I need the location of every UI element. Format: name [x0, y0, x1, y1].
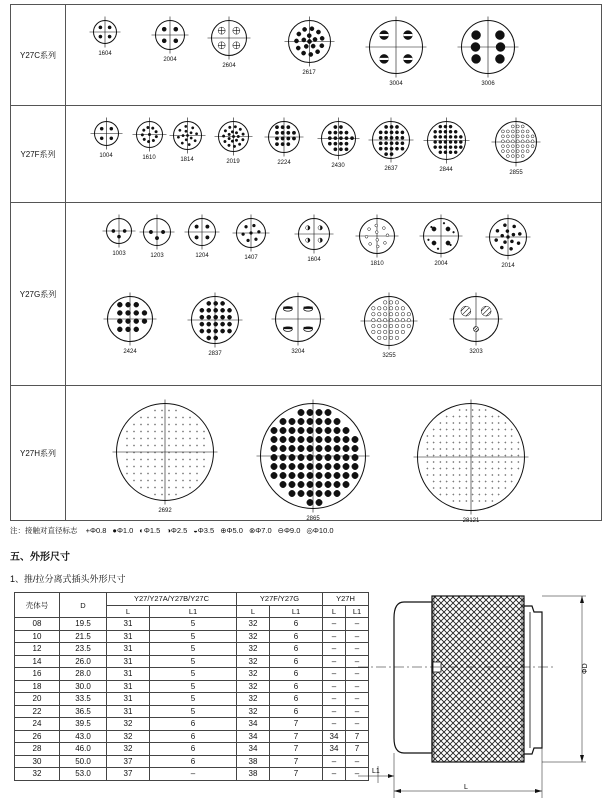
connector-face-icon	[184, 291, 246, 349]
contact-symbol-icon: ◒	[193, 526, 198, 535]
sub-title: 1、推/拉分离式插头外形尺寸	[10, 574, 126, 584]
table-cell: 43.0	[60, 730, 107, 743]
contact-symbol-icon: ●	[112, 526, 117, 535]
connector-code: 3203	[469, 349, 483, 355]
th-L1: L1	[150, 605, 237, 618]
connector-face-icon	[109, 398, 221, 506]
table-cell: 5	[150, 705, 237, 718]
connector-code: 2637	[384, 166, 398, 172]
legend-item	[139, 526, 160, 535]
connector-1604	[291, 213, 337, 263]
connector-face-icon	[420, 116, 473, 165]
table-cell: 32	[107, 730, 150, 743]
connector-code: 3004	[389, 81, 403, 87]
connector-face-icon	[352, 213, 402, 259]
connector-code: 2692	[158, 508, 172, 514]
connector-code: 2844	[439, 167, 453, 173]
connector-face-icon	[229, 213, 273, 253]
table-row	[15, 680, 369, 693]
connector-code: 1004	[99, 153, 113, 159]
connector-code: 2617	[302, 70, 316, 76]
table-cell: 28.0	[60, 668, 107, 681]
table-cell: –	[323, 668, 346, 681]
dim-L-label: L	[464, 784, 468, 791]
table-cell: 6	[270, 680, 323, 693]
legend-diameter: Φ2.5	[170, 526, 188, 535]
table-row	[15, 630, 369, 643]
table-cell: 6	[270, 655, 323, 668]
connector-face-icon	[416, 213, 466, 259]
table-cell: 22	[15, 705, 60, 718]
table-cell: 34	[237, 718, 270, 731]
table-cell: 46.0	[60, 743, 107, 756]
table-cell: 20	[15, 693, 60, 706]
connector-face-icon	[211, 116, 256, 157]
series-row-y27g	[11, 203, 601, 386]
plug-outline-drawing	[354, 588, 602, 800]
connector-code: 1203	[150, 253, 164, 259]
table-cell: –	[346, 718, 369, 731]
contact-symbol-icon: ◐	[139, 526, 144, 535]
connector-face-icon	[268, 291, 328, 347]
table-cell: –	[323, 718, 346, 731]
table-row	[15, 643, 369, 656]
connector-1003	[99, 213, 139, 257]
connector-1604	[86, 15, 124, 57]
connector-code: 1407	[244, 255, 258, 261]
connector-3004	[362, 15, 430, 87]
legend-diameter: Φ10.0	[312, 526, 334, 535]
connector-1814	[166, 116, 209, 163]
table-cell: 5	[150, 680, 237, 693]
table-cell: 38	[237, 755, 270, 768]
connector-code: 2430	[331, 163, 345, 169]
table-cell: 34	[323, 743, 346, 756]
connector-2019	[211, 116, 256, 165]
connector-face-icon	[166, 116, 209, 155]
table-row	[15, 655, 369, 668]
connector-2837	[184, 291, 246, 357]
table-cell: 5	[150, 643, 237, 656]
table-row	[15, 730, 369, 743]
connector-1004	[87, 116, 126, 159]
table-cell: 32	[237, 630, 270, 643]
connector-face-icon	[446, 291, 506, 347]
series-label: Y27F系列	[11, 106, 66, 202]
connector-face-icon	[148, 15, 192, 55]
legend-item	[112, 526, 133, 535]
dim-D-label: ΦD	[582, 663, 589, 674]
table-cell: 5	[150, 693, 237, 706]
table-cell: 32	[237, 655, 270, 668]
table-cell: –	[346, 755, 369, 768]
table-cell: 6	[150, 743, 237, 756]
table-cell: –	[346, 693, 369, 706]
connector-1610	[129, 116, 170, 161]
table-cell: 30	[15, 755, 60, 768]
connector-2004	[416, 213, 466, 267]
connector-face-icon	[365, 116, 417, 164]
table-cell: 34	[237, 730, 270, 743]
connector-3255	[357, 291, 421, 359]
connector-code: 2004	[163, 57, 177, 63]
table-row	[15, 743, 369, 756]
table-cell: 32	[237, 693, 270, 706]
table-cell: 16	[15, 668, 60, 681]
contact-diameter-legend	[10, 525, 334, 536]
table-row	[15, 755, 369, 768]
table-cell: 31	[107, 680, 150, 693]
connector-2004	[148, 15, 192, 63]
table-cell: 23.5	[60, 643, 107, 656]
table-cell: –	[346, 618, 369, 631]
connector-code: 3255	[382, 353, 396, 359]
connector-28121	[410, 398, 532, 524]
table-cell: –	[323, 630, 346, 643]
th-L1: L1	[346, 605, 369, 618]
legend-diameter: Φ3.5	[197, 526, 215, 535]
table-cell: –	[346, 643, 369, 656]
table-cell: 5	[150, 618, 237, 631]
connector-code: 2014	[501, 263, 515, 269]
table-cell: 12	[15, 643, 60, 656]
connector-1203	[136, 213, 178, 259]
section-title: 五、外形尺寸	[10, 552, 70, 563]
connector-face-icon	[454, 15, 522, 79]
connector-code: 1814	[180, 157, 194, 163]
legend-diameter: Φ1.5	[143, 526, 161, 535]
table-cell: 7	[346, 743, 369, 756]
table-cell: –	[346, 768, 369, 781]
connector-3006	[454, 15, 522, 87]
series-label: Y27H系列	[11, 386, 66, 520]
table-cell: 32	[107, 718, 150, 731]
table-cell: 32	[107, 743, 150, 756]
connector-face-icon	[129, 116, 170, 153]
legend-item	[166, 526, 187, 535]
table-cell: 37	[107, 755, 150, 768]
series-row-y27f	[11, 106, 601, 203]
table-cell: –	[346, 655, 369, 668]
connector-2617	[281, 15, 338, 76]
table-row	[15, 618, 369, 631]
th-group3: Y27H	[323, 593, 369, 606]
table-cell: 6	[270, 618, 323, 631]
connector-face-icon	[99, 213, 139, 249]
connector-face-icon	[357, 291, 421, 351]
connector-code: 1604	[307, 257, 321, 263]
table-cell: 7	[270, 730, 323, 743]
table-cell: –	[346, 705, 369, 718]
table-cell: –	[323, 705, 346, 718]
connector-2224	[261, 116, 307, 166]
table-cell: 31	[107, 705, 150, 718]
connector-2865	[253, 398, 373, 522]
connector-face-icon	[253, 398, 373, 514]
dim-L1-label: L1	[372, 768, 380, 775]
table-cell: 32	[15, 768, 60, 781]
table-cell: 5	[150, 630, 237, 643]
table-cell: –	[323, 768, 346, 781]
table-row	[15, 693, 369, 706]
connector-2014	[482, 213, 534, 269]
connector-code: 2019	[226, 159, 240, 165]
connector-2424	[100, 291, 160, 355]
connector-code: 3204	[291, 349, 305, 355]
table-cell: 31	[107, 668, 150, 681]
table-cell: 6	[150, 718, 237, 731]
table-cell: 14	[15, 655, 60, 668]
legend-item	[86, 526, 107, 535]
table-cell: –	[323, 655, 346, 668]
connector-face-icon	[488, 116, 544, 168]
table-cell: 33.5	[60, 693, 107, 706]
table-cell: 30.0	[60, 680, 107, 693]
contact-symbol-icon: ⊗	[248, 526, 256, 535]
table-cell: –	[323, 755, 346, 768]
table-cell: –	[346, 680, 369, 693]
connector-1810	[352, 213, 402, 267]
connector-2604	[204, 15, 254, 69]
connector-face-icon	[482, 213, 534, 261]
connector-code: 1204	[195, 253, 209, 259]
table-cell: 21.5	[60, 630, 107, 643]
connector-1204	[181, 213, 223, 259]
connector-face-icon	[181, 213, 223, 251]
table-cell: 38	[237, 768, 270, 781]
contact-symbol-icon: ⊖	[277, 526, 284, 535]
table-cell: 50.0	[60, 755, 107, 768]
table-cell: 32	[237, 618, 270, 631]
dimension-table	[14, 592, 369, 781]
connector-code: 2604	[222, 63, 236, 69]
legend-item	[278, 526, 301, 535]
table-cell: 53.0	[60, 768, 107, 781]
connector-code: 1610	[142, 155, 156, 161]
table-cell: –	[323, 693, 346, 706]
series-label: Y27C系列	[11, 5, 66, 105]
connector-face-icon	[87, 116, 126, 151]
connector-series-grid	[10, 4, 602, 524]
th-L: L	[237, 605, 270, 618]
table-cell: 7	[346, 730, 369, 743]
table-cell: 7	[270, 755, 323, 768]
connector-code: 3006	[481, 81, 495, 87]
table-cell: –	[323, 643, 346, 656]
connector-3204	[268, 291, 328, 355]
connector-2855	[488, 116, 544, 176]
contact-symbol-icon: +	[85, 526, 90, 535]
legend-diameter: Φ5.0	[226, 526, 243, 535]
legend-item	[249, 526, 272, 535]
connector-code: 1604	[98, 51, 112, 57]
connector-2844	[420, 116, 473, 173]
contact-symbol-icon: ⊕	[220, 526, 227, 535]
connector-code: 2224	[277, 160, 291, 166]
table-cell: 34	[323, 730, 346, 743]
connector-code: 28121	[462, 518, 480, 524]
legend-diameter: Φ7.0	[255, 526, 272, 535]
table-cell: 08	[15, 618, 60, 631]
connector-code: 2865	[306, 516, 320, 522]
table-cell: 6	[150, 730, 237, 743]
table-cell: –	[323, 618, 346, 631]
connector-code: 2837	[208, 351, 222, 357]
connector-code: 1810	[370, 261, 384, 267]
table-cell: 31	[107, 618, 150, 631]
table-row	[15, 768, 369, 781]
table-cell: –	[323, 680, 346, 693]
connector-code: 2004	[434, 261, 448, 267]
connector-face-icon	[410, 398, 532, 516]
connector-face-icon	[100, 291, 160, 347]
table-cell: 5	[150, 655, 237, 668]
series-label: Y27G系列	[11, 203, 66, 385]
th-L: L	[107, 605, 150, 618]
table-cell: –	[346, 630, 369, 643]
table-cell: 28	[15, 743, 60, 756]
connector-face-icon	[136, 213, 178, 251]
table-cell: 7	[270, 718, 323, 731]
legend-item	[220, 526, 243, 535]
table-cell: 18	[15, 680, 60, 693]
table-cell: 32	[237, 705, 270, 718]
table-cell: 31	[107, 643, 150, 656]
th-L1: L1	[270, 605, 323, 618]
legend-title: 注：接触对直径标志	[10, 526, 78, 535]
table-cell: 26.0	[60, 655, 107, 668]
connector-2637	[365, 116, 417, 172]
table-cell: 6	[270, 705, 323, 718]
connector-face-icon	[291, 213, 337, 255]
connector-code: 2424	[123, 349, 137, 355]
connector-1407	[229, 213, 273, 261]
table-row	[15, 668, 369, 681]
connector-face-icon	[86, 15, 124, 49]
table-cell: 5	[150, 668, 237, 681]
th-shell: 壳体号	[15, 593, 60, 618]
table-cell: 7	[270, 768, 323, 781]
connector-code: 1003	[112, 251, 126, 257]
table-cell: 7	[270, 743, 323, 756]
legend-diameter: Φ9.0	[283, 526, 301, 535]
table-cell: 26	[15, 730, 60, 743]
connector-face-icon	[314, 116, 363, 161]
table-cell: 6	[270, 643, 323, 656]
table-cell: 39.5	[60, 718, 107, 731]
table-cell: 31	[107, 630, 150, 643]
table-cell: 32	[237, 643, 270, 656]
table-cell: 6	[270, 668, 323, 681]
table-row	[15, 705, 369, 718]
connector-face-icon	[281, 15, 338, 68]
table-cell: 36.5	[60, 705, 107, 718]
connector-code: 2855	[509, 170, 523, 176]
table-cell: –	[346, 668, 369, 681]
table-cell: 10	[15, 630, 60, 643]
table-cell: 6	[270, 630, 323, 643]
table-cell: 34	[237, 743, 270, 756]
table-row	[15, 718, 369, 731]
series-row-y27h	[11, 386, 601, 524]
connector-face-icon	[204, 15, 254, 61]
th-L: L	[323, 605, 346, 618]
connector-2430	[314, 116, 363, 169]
legend-item	[306, 526, 333, 535]
table-cell: 19.5	[60, 618, 107, 631]
contact-symbol-icon: ◎	[306, 526, 313, 535]
th-group2: Y27F/Y27G	[237, 593, 323, 606]
connector-3203	[446, 291, 506, 355]
table-cell: 24	[15, 718, 60, 731]
th-group1: Y27/Y27A/Y27B/Y27C	[107, 593, 237, 606]
legend-item	[193, 526, 214, 535]
connector-2692	[109, 398, 221, 514]
connector-face-icon	[261, 116, 307, 158]
series-row-y27c	[11, 5, 601, 106]
table-cell: 37	[107, 768, 150, 781]
table-cell: 6	[150, 755, 237, 768]
table-cell: 32	[237, 668, 270, 681]
legend-diameter: Φ0.8	[89, 526, 107, 535]
table-cell: 6	[270, 693, 323, 706]
table-cell: 31	[107, 655, 150, 668]
connector-face-icon	[362, 15, 430, 79]
legend-diameter: Φ1.0	[116, 526, 134, 535]
th-D: D	[60, 593, 107, 618]
table-cell: –	[150, 768, 237, 781]
table-cell: 32	[237, 680, 270, 693]
table-cell: 31	[107, 693, 150, 706]
contact-symbol-icon: ◑	[166, 526, 171, 535]
